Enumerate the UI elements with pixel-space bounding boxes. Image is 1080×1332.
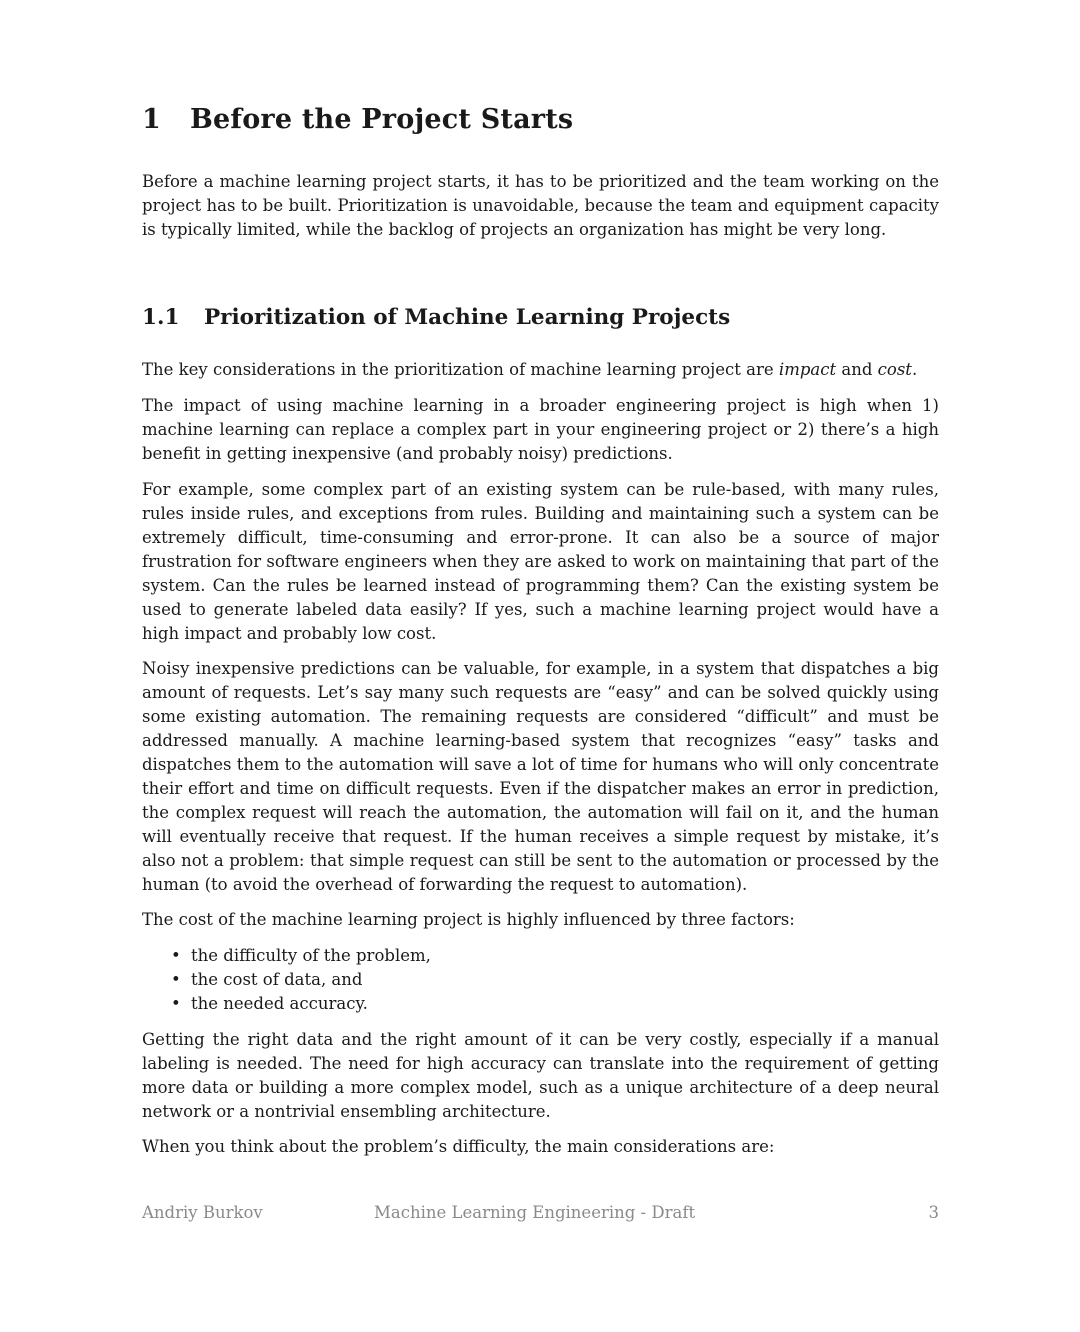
list-item: • the difficulty of the problem,	[142, 944, 939, 968]
bullet-icon: •	[171, 994, 181, 1013]
chapter-title: Before the Project Starts	[190, 104, 574, 135]
cost-factors-list	[142, 944, 939, 1016]
list-item: • the cost of data, and	[142, 968, 939, 992]
bullet-icon: •	[171, 946, 181, 965]
page-footer	[142, 1203, 939, 1229]
p1-lead: The key considerations in the prioritization of machine learning project are	[142, 360, 779, 379]
p1-end: .	[911, 360, 918, 379]
footer-page-number: 3	[928, 1203, 939, 1222]
paragraph-difficulty-considerations: When you think about the problem’s difficulty, the main considerations are:	[142, 1137, 775, 1156]
intro-paragraph: Before a machine learning project starts, it has to be prioritized and the team working on the project has to be built. Prioritization is unavoidable, because the team and equipment capacity is typically limited, while the backlog of projects an organization has might be very long.	[142, 172, 939, 239]
paragraph-rule-based-example: For example, some complex part of an existing system can be rule-based, with many rules, rules inside rules, and exceptions from rules. Building and maintaining such a system can be extremely difficult, time-consuming and error-prone. It can also be a source of major frustration for software engineers when they are asked to work on maintaining that part of the system. Can the rules be learned instead of programming them? Can the existing system be used to generate labeled data easily? If yes, such a machine learning project would have a high impact and probably low cost.	[142, 480, 939, 643]
p1-and: and	[836, 360, 878, 379]
paragraph-data-cost: Getting the right data and the right amount of it can be very costly, especially if a manual labeling is needed. The need for high accuracy can translate into the requirement of getting more data or building a more complex model, such as a unique architecture of a deep neural network or a nontrivial ensembling architecture.	[142, 1030, 939, 1121]
section-title: Prioritization of Machine Learning Projects	[204, 305, 731, 330]
paragraph-cost-factors: The cost of the machine learning project is highly influenced by three factors:	[142, 910, 795, 929]
term-impact: impact	[778, 360, 837, 379]
term-cost: cost	[877, 360, 912, 379]
chapter-number: 1	[142, 104, 161, 135]
document-page	[142, 0, 939, 1332]
bullet-icon: •	[171, 970, 181, 989]
chapter-heading	[142, 104, 573, 135]
paragraph-key-considerations	[142, 358, 939, 382]
footer-book-title: Machine Learning Engineering - Draft	[374, 1203, 696, 1222]
footer-author: Andriy Burkov	[142, 1203, 263, 1222]
paragraph-impact: The impact of using machine learning in a broader engineering project is high when 1) machine learning can replace a complex part in your engineering project or 2) there’s a high benefit in getting inexpensive (and probably noisy) predictions.	[142, 396, 939, 463]
section-heading	[142, 305, 730, 330]
section-number: 1.1	[142, 305, 180, 330]
paragraph-noisy-predictions: Noisy inexpensive predictions can be valuable, for example, in a system that dispatches a big amount of requests. Let’s say many such requests are “easy” and can be solved quickly using some existing automation. The remaining requests are considered “difficult” and must be addressed manually. A machine learning-based system that recognizes “easy” tasks and dispatches them to the automation will save a lot of time for humans who will only concentrate their effort and time on difficult requests. Even if the dispatcher makes an error in prediction, the complex request will reach the automation, the automation will fail on it, and the human will eventually receive that request. If the human receives a simple request by mistake, it’s also not a problem: that simple request can still be sent to the automation or processed by the human (to avoid the overhead of forwarding the request to automation).	[142, 659, 939, 894]
list-item: • the needed accuracy.	[142, 992, 939, 1016]
